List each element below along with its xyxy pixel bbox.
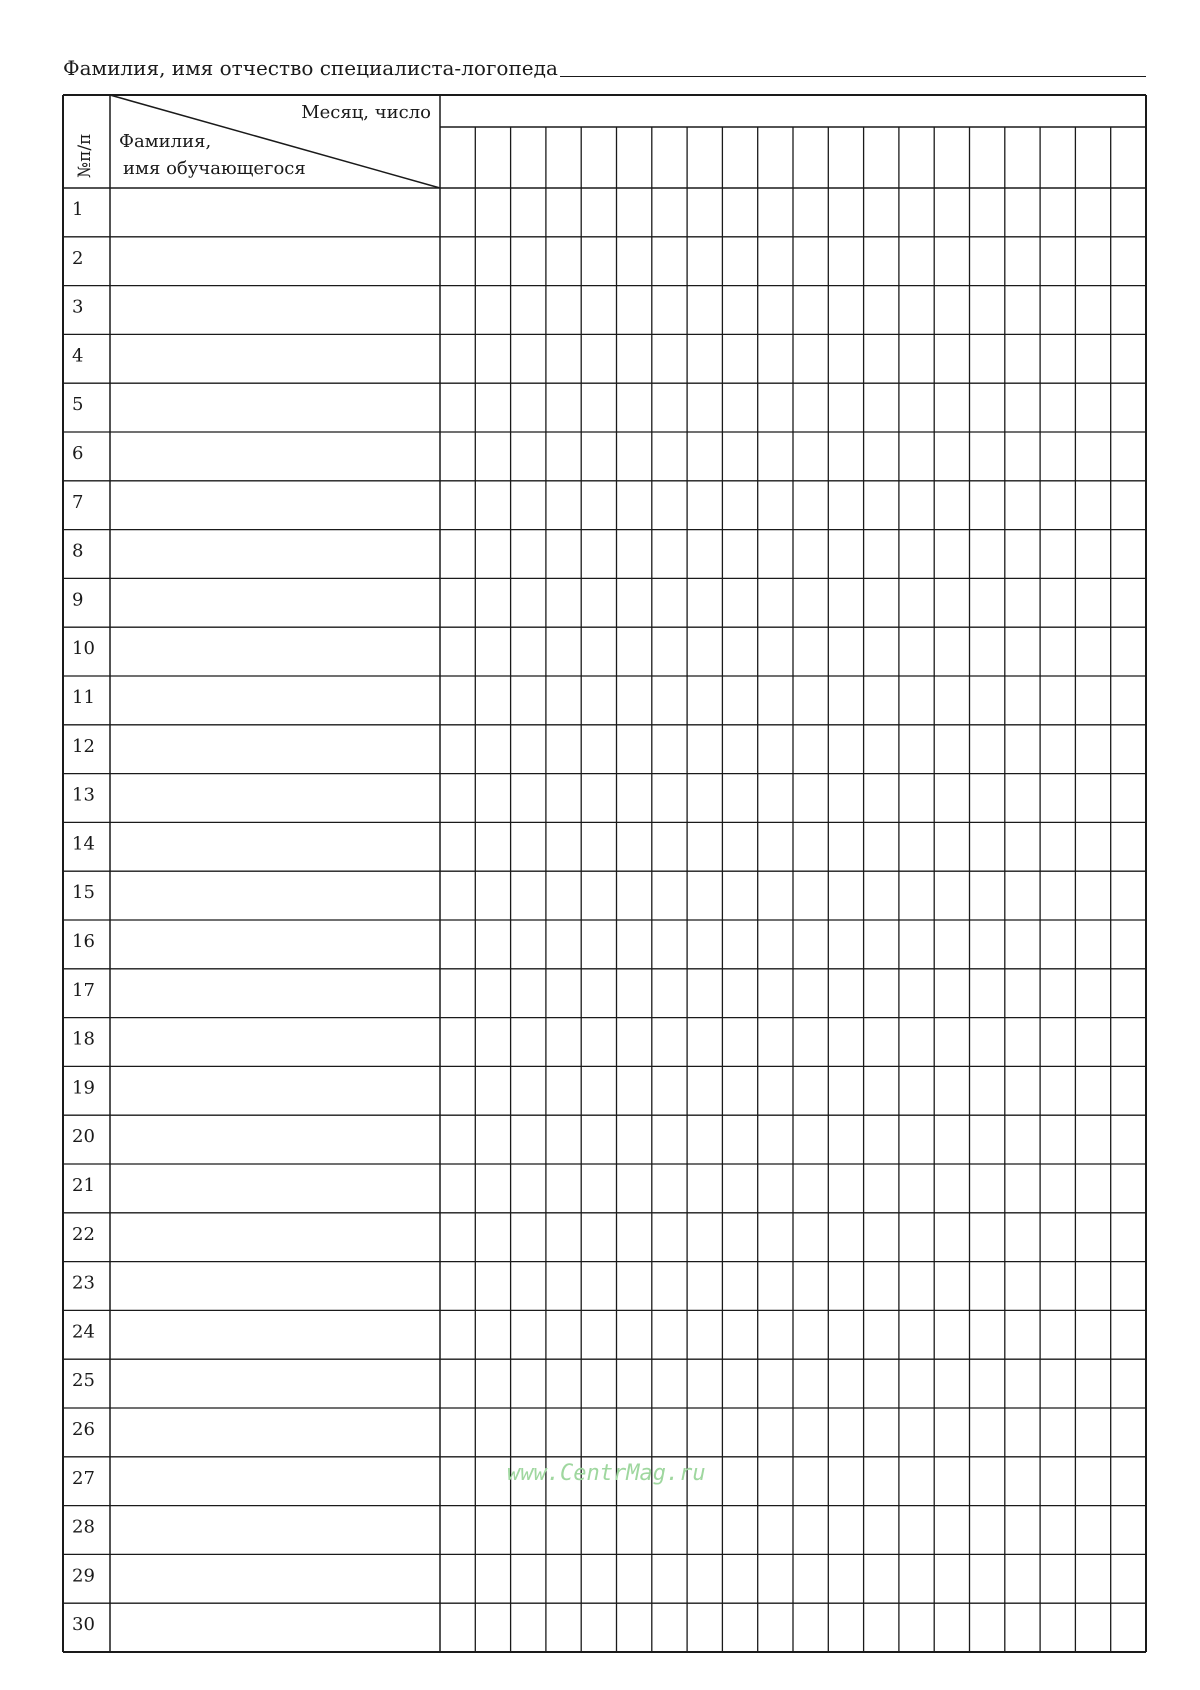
row-number-25: 25 xyxy=(72,1370,95,1392)
row-number-27: 27 xyxy=(72,1467,95,1489)
specialist-name-label: Фамилия, имя отчество специалиста-логопеда xyxy=(63,56,558,80)
row-number-29: 29 xyxy=(72,1565,95,1587)
row-number-22: 22 xyxy=(72,1223,95,1245)
row-number-17: 17 xyxy=(72,979,95,1001)
row-number-9: 9 xyxy=(72,589,84,611)
row-number-5: 5 xyxy=(72,394,84,416)
row-number-12: 12 xyxy=(72,735,95,757)
row-number-11: 11 xyxy=(72,687,95,708)
row-number-4: 4 xyxy=(72,345,84,367)
row-number-7: 7 xyxy=(72,491,84,513)
row-number-6: 6 xyxy=(72,443,84,464)
row-number-16: 16 xyxy=(72,931,95,952)
row-number-14: 14 xyxy=(72,833,95,855)
row-number-26: 26 xyxy=(72,1419,95,1440)
table-rows xyxy=(72,199,95,1635)
row-number-13: 13 xyxy=(72,784,95,806)
student-header-label-line2: имя обучающегося xyxy=(123,158,306,179)
row-number-2: 2 xyxy=(72,247,84,269)
row-number-15: 15 xyxy=(72,882,95,904)
row-number-3: 3 xyxy=(72,296,84,318)
watermark: www.CentrMag.ru xyxy=(507,1461,706,1486)
row-number-20: 20 xyxy=(72,1126,95,1148)
col-number-header: №п/п xyxy=(75,133,95,178)
row-number-21: 21 xyxy=(72,1175,95,1196)
row-number-19: 19 xyxy=(72,1077,95,1099)
row-number-24: 24 xyxy=(72,1321,95,1343)
row-number-8: 8 xyxy=(72,540,84,562)
row-number-28: 28 xyxy=(72,1516,95,1538)
row-number-18: 18 xyxy=(72,1028,95,1050)
row-number-30: 30 xyxy=(72,1614,95,1636)
row-number-1: 1 xyxy=(72,199,84,220)
row-number-10: 10 xyxy=(72,638,95,660)
row-number-23: 23 xyxy=(72,1272,95,1294)
student-header-label-line1: Фамилия, xyxy=(119,131,212,152)
date-header-label: Месяц, число xyxy=(301,102,431,123)
table-grid xyxy=(63,95,1146,1652)
